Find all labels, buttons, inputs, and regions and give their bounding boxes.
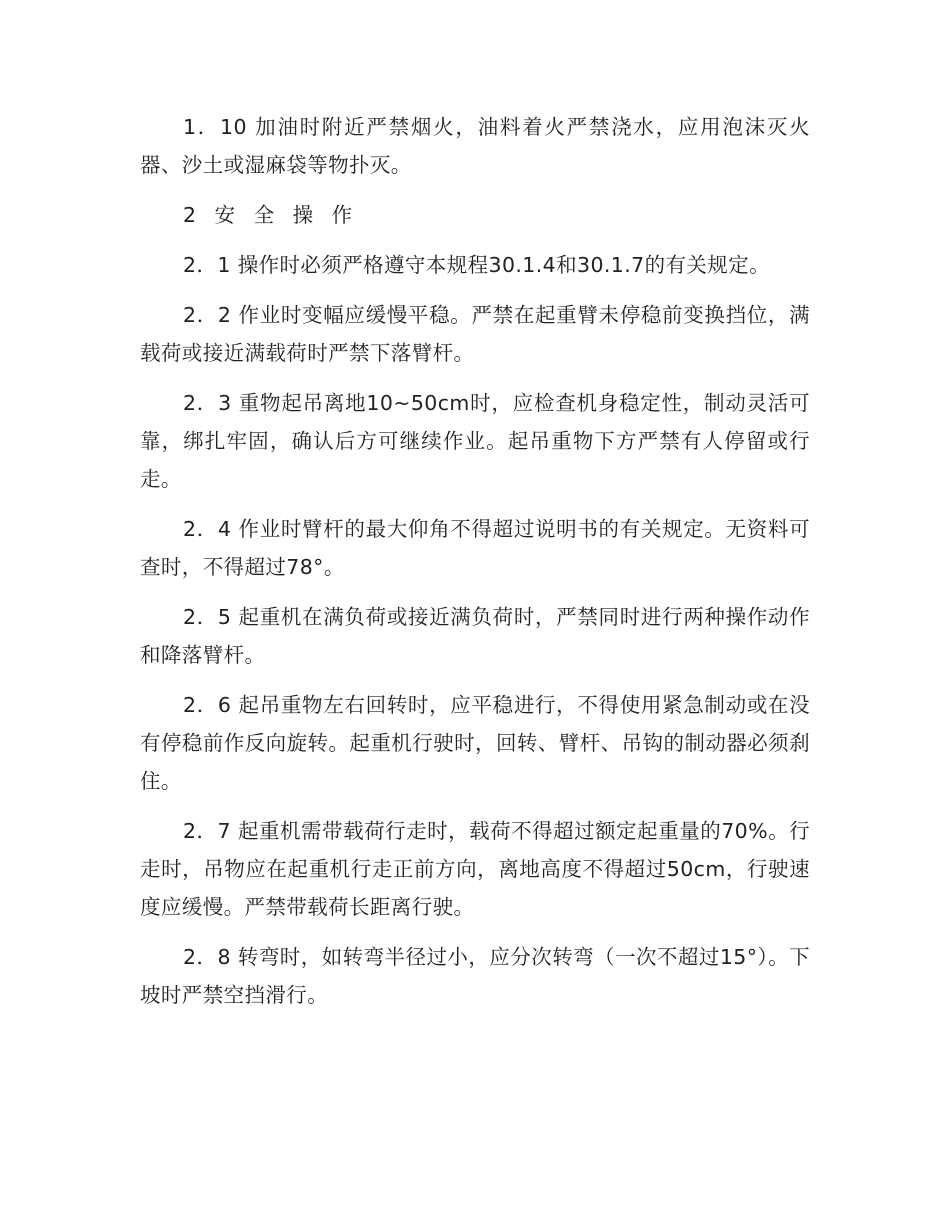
section-heading-safe-operation: 2 安 全 操 作 (183, 203, 359, 227)
paragraph-2-2: 2．2 作业时变幅应缓慢平稳。严禁在起重臂未停稳前变换挡位，满载荷或接近满载荷时严禁下落臂杆。 (140, 303, 810, 365)
paragraph-2-8: 2．8 转弯时，如转弯半径过小，应分次转弯（一次不超过15°）。下坡时严禁空挡滑行。 (140, 945, 810, 1007)
document-body (140, 108, 810, 1026)
paragraph-2-5: 2．5 起重机在满负荷或接近满负荷时，严禁同时进行两种操作动作和降落臂杆。 (140, 605, 810, 667)
paragraph-2-6: 2．6 起吊重物左右回转时，应平稳进行，不得使用紧急制动或在没有停稳前作反向旋转。起重机行驶时，回转、臂杆、吊钩的制动器必须刹住。 (140, 693, 810, 793)
paragraph-2-3: 2．3 重物起吊离地10~50cm时，应检查机身稳定性，制动灵活可靠，绑扎牢固，确认后方可继续作业。起吊重物下方严禁有人停留或行走。 (140, 391, 810, 491)
paragraph-2-1: 2．1 操作时必须严格遵守本规程30.1.4和30.1.7的有关规定。 (183, 253, 771, 277)
paragraph-1-10: 1．10 加油时附近严禁烟火，油料着火严禁浇水，应用泡沫灭火器、沙土或湿麻袋等物扑灭。 (140, 115, 810, 177)
paragraph-2-7: 2．7 起重机需带载荷行走时，载荷不得超过额定起重量的70%。行走时，吊物应在起重机行走正前方向，离地高度不得超过50cm，行驶速度应缓慢。严禁带载荷长距离行驶。 (140, 819, 810, 919)
paragraph-2-4: 2．4 作业时臂杆的最大仰角不得超过说明书的有关规定。无资料可查时，不得超过78°。 (140, 517, 810, 579)
